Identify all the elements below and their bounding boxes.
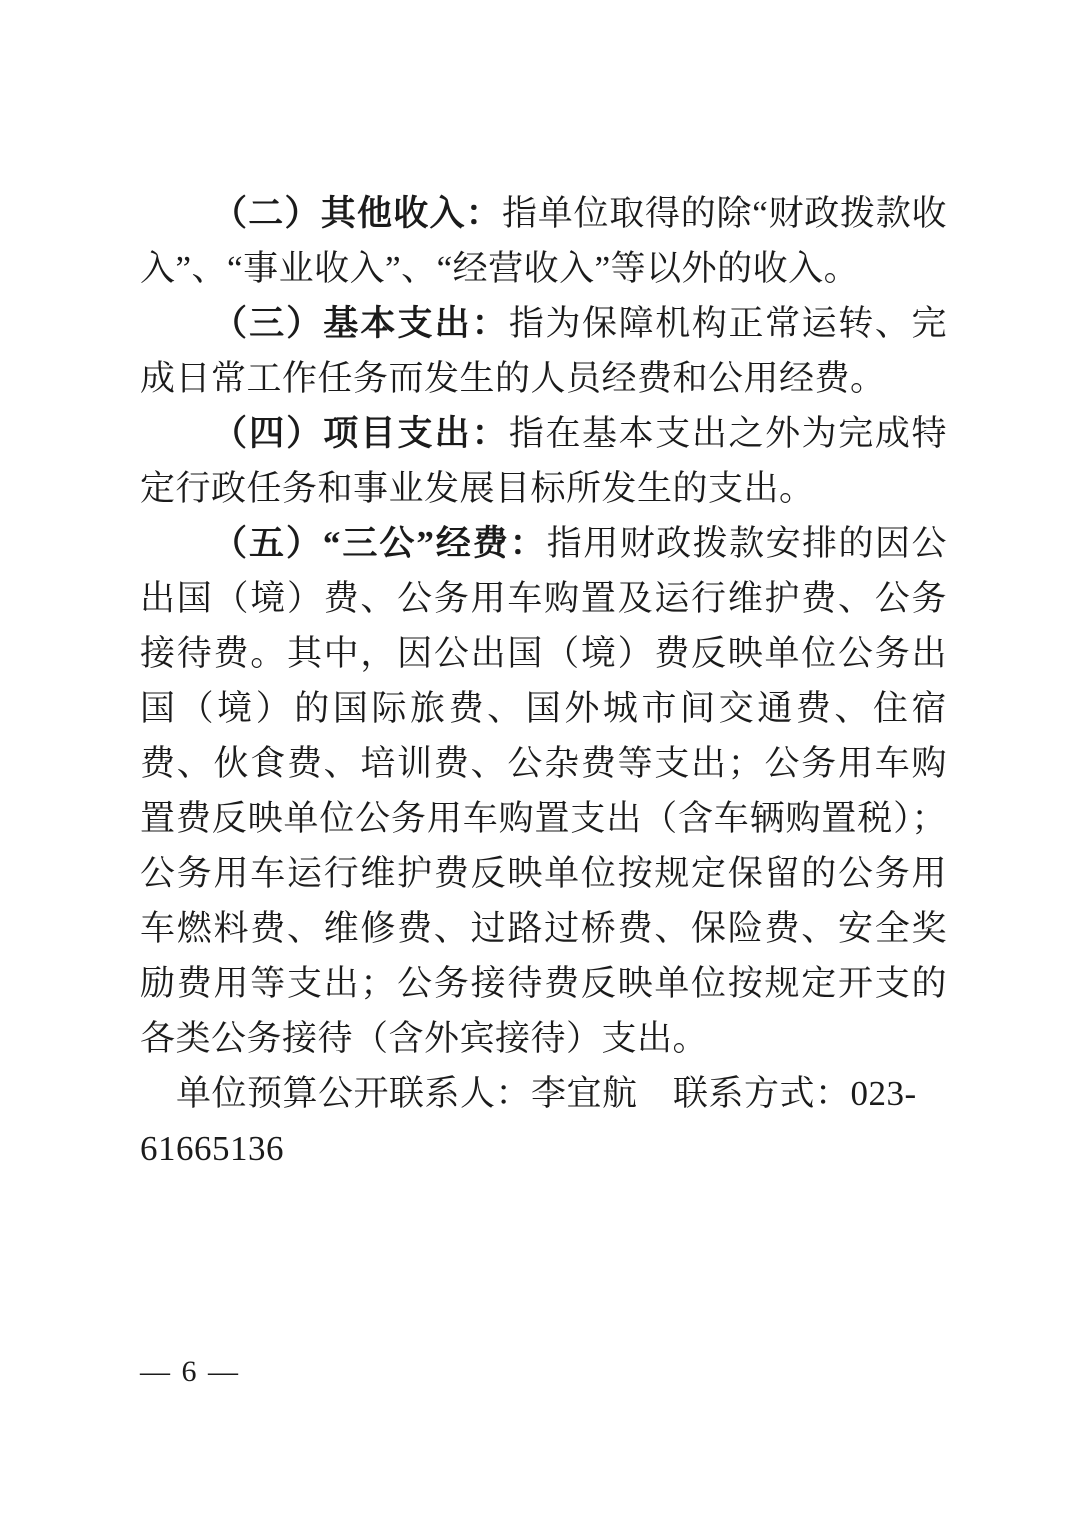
paragraph-body-basic-expenditure: 指为保障机构正常运转、完成日常工作任务而发生的人员经费和公用经费。 — [140, 304, 947, 398]
contact-line: 单位预算公开联系人：李宜航 联系方式：023-61665136 — [140, 1074, 917, 1168]
page-number: — 6 — — [140, 1355, 240, 1388]
paragraph-label-other-income: （二）其他收入： — [212, 194, 502, 233]
paragraph-three-public-expenses — [140, 516, 947, 1066]
paragraph-body-project-expenditure: 指在基本支出之外为完成特定行政任务和事业发展目标所发生的支出。 — [140, 414, 947, 508]
paragraph-project-expenditure — [140, 406, 947, 516]
paragraph-body-three-public-expenses: 指用财政拨款安排的因公出国（境）费、公务用车购置及运行维护费、公务接待费。其中，因公出国（境）费反映单位公务出国（境）的国际旅费、国外城市间交通费、住宿费、伙食费、培训费、公杂费等支出；公务用车购置费反映单位公务用车购置支出（含车辆购置税）；公务用车运行维护费反映单位按规定保留的公务用车燃料费、维修费、过路过桥费、保险费、安全奖励费用等支出；公务接待费反映单位按规定开支的各类公务接待（含外宾接待）支出。 — [140, 524, 947, 1058]
paragraph-other-income — [140, 186, 947, 296]
paragraph-label-basic-expenditure: （三）基本支出： — [212, 304, 509, 343]
blank-area — [140, 1176, 947, 1496]
paragraph-body-other-income: 指单位取得的除“财政拨款收入”、“事业收入”、“经营收入”等以外的收入。 — [140, 194, 947, 288]
paragraph-basic-expenditure — [140, 296, 947, 406]
page-content — [140, 186, 947, 1496]
paragraph-label-three-public-expenses: （五）“三公”经费： — [212, 524, 547, 563]
paragraph-label-project-expenditure: （四）项目支出： — [212, 414, 509, 453]
